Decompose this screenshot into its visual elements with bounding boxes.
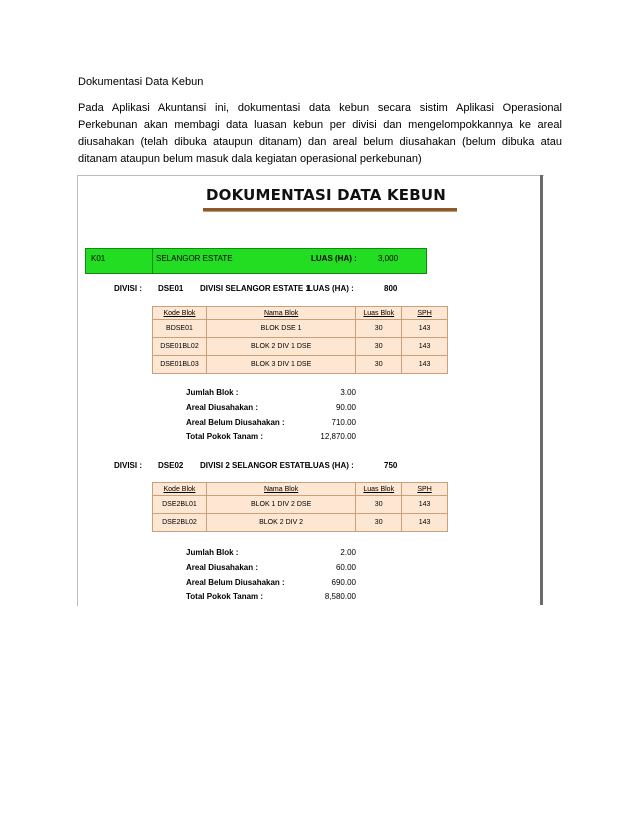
table-cell: BDSE01	[153, 320, 207, 338]
estate-name: SELANGOR ESTATE	[156, 254, 233, 263]
summary-value: 8,580.00	[324, 592, 356, 601]
summary-label: Areal Diusahakan :	[186, 563, 259, 572]
summary-value: 2.00	[340, 548, 356, 557]
document-paragraph: Pada Aplikasi Akuntansi ini, dokumentasi data kebun secara sistim Aplikasi Operasional Perkebunan akan membagi data luasan kebun per divisi dan mengelompokkannya ke areal diusahakan (telah dibuka ataupun ditanam) dan areal belum diusahakan (belum dibuka atau ditanam ataupun belum masuk dala kegiatan operasional perkebunan)	[78, 102, 562, 165]
summary-label: Total Pokok Tanam :	[186, 592, 264, 601]
summary-label: Total Pokok Tanam :	[186, 432, 264, 441]
report-title: DOKUMENTASI DATA KEBUN	[206, 186, 446, 204]
estate-luas-value: 3,000	[378, 254, 399, 263]
divisi-code: DSE02	[158, 461, 184, 470]
table-row	[153, 496, 448, 514]
estate-bar-divider	[152, 249, 153, 273]
table-cell: BLOK 2 DIV 1 DSE	[206, 338, 355, 356]
report-right-border	[540, 175, 543, 605]
column-header: SPH	[402, 307, 448, 320]
summary-value: 12,870.00	[320, 432, 356, 441]
table-cell: DSE01BL03	[153, 356, 207, 374]
table-cell: 30	[356, 320, 402, 338]
table-row	[153, 320, 448, 338]
table-cell: 30	[356, 514, 402, 532]
table-cell: BLOK 3 DIV 1 DSE	[206, 356, 355, 374]
summary-label: Jumlah Blok :	[186, 388, 239, 397]
report-screenshot	[77, 175, 544, 606]
table-cell: DSE01BL02	[153, 338, 207, 356]
column-header: Kode Blok	[153, 483, 207, 496]
table-header-row	[153, 307, 448, 320]
table-row	[153, 338, 448, 356]
column-header: Nama Blok	[206, 307, 355, 320]
table-cell: BLOK DSE 1	[206, 320, 355, 338]
blok-table	[152, 306, 448, 374]
divisi-name: DIVISI SELANGOR ESTATE 1	[200, 284, 310, 293]
column-header: SPH	[402, 483, 448, 496]
column-header: Kode Blok	[153, 307, 207, 320]
table-cell: 143	[402, 320, 448, 338]
divisi-name: DIVISI 2 SELANGOR ESTATE	[200, 461, 310, 470]
table-row	[153, 356, 448, 374]
table-cell: BLOK 1 DIV 2 DSE	[206, 496, 355, 514]
table-cell: 30	[356, 338, 402, 356]
blok-table	[152, 482, 448, 532]
summary-value: 90.00	[335, 403, 356, 412]
divisi-luas-label: LUAS (HA) :	[308, 461, 354, 470]
table-cell: DSE2BL01	[153, 496, 207, 514]
table-row	[153, 514, 448, 532]
table-cell: 30	[356, 356, 402, 374]
divisi-luas-value: 750	[384, 461, 398, 470]
summary-value: 690.00	[331, 578, 356, 587]
title-underline	[203, 208, 457, 212]
table-cell: 143	[402, 356, 448, 374]
table-header-row	[153, 483, 448, 496]
divisi-luas-value: 800	[384, 284, 398, 293]
table-cell: 30	[356, 496, 402, 514]
summary-label: Jumlah Blok :	[186, 548, 239, 557]
column-header: Luas Blok	[356, 483, 402, 496]
table-cell: 143	[402, 514, 448, 532]
summary-label: Areal Diusahakan :	[186, 403, 259, 412]
summary-value: 60.00	[335, 563, 356, 572]
table-cell: BLOK 2 DIV 2	[206, 514, 355, 532]
divisi-label: DIVISI :	[114, 461, 143, 470]
table-cell: DSE2BL02	[153, 514, 207, 532]
estate-bar	[85, 248, 427, 274]
table-cell: 143	[402, 338, 448, 356]
table-cell: 143	[402, 496, 448, 514]
summary-value: 710.00	[331, 418, 356, 427]
column-header: Nama Blok	[206, 483, 355, 496]
divisi-label: DIVISI :	[114, 284, 143, 293]
summary-label: Areal Belum Diusahakan :	[186, 418, 285, 427]
estate-luas-label: LUAS (HA) :	[311, 254, 357, 263]
estate-code: K01	[91, 254, 106, 263]
summary-label: Areal Belum Diusahakan :	[186, 578, 285, 587]
column-header: Luas Blok	[356, 307, 402, 320]
document-heading: Dokumentasi Data Kebun	[78, 76, 204, 88]
summary-value: 3.00	[340, 388, 356, 397]
divisi-code: DSE01	[158, 284, 184, 293]
divisi-luas-label: LUAS (HA) :	[308, 284, 354, 293]
